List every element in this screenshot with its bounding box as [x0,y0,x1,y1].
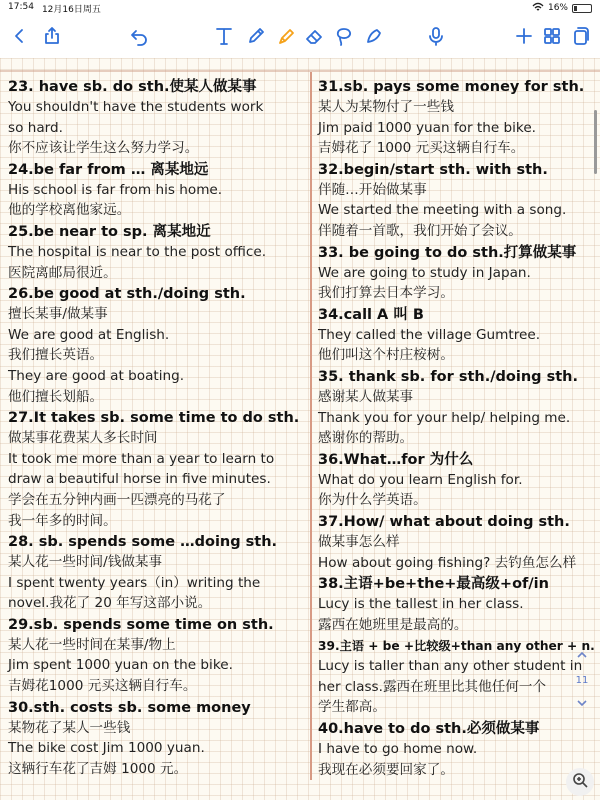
note-entry [318,635,600,718]
chevron-down-icon[interactable] [575,696,589,713]
undo-icon[interactable] [127,24,151,48]
note-entry [8,221,306,283]
status-bar [0,0,600,16]
entry-line: her class.露西在班里比其他任何一个 [318,678,547,695]
note-entry [8,159,306,221]
entry-heading-text: 27.It takes sb. some time to do sth. [8,410,300,427]
pages-icon[interactable] [568,24,592,48]
entry-line: What do you learn English for. [318,471,523,488]
note-entry [8,76,306,159]
note-entry [318,449,600,511]
entry-heading-text: 34.call A 叫 B [318,306,424,323]
entry-line: 擅长某事/做某事 [8,306,108,323]
entry-line: 感谢某人做某事 [318,388,414,405]
entry-line: 这辆行车花了吉姆 1000 元。 [8,760,188,777]
right-column [318,76,600,780]
entry-line: Lucy is taller than any other student in [318,658,583,675]
entry-line: You shouldn't have the students work [8,99,264,115]
entry-heading-text: 40.have to do sth.必须做某事 [318,721,540,738]
back-icon[interactable] [8,24,32,48]
entry-line: The hospital is near to the post office. [8,243,267,260]
entry-heading-text: 23. have sb. do sth.使某人做某事 [8,79,257,95]
note-entry [8,407,306,531]
entry-line: 某人为某物付了一些钱 [318,99,454,115]
note-entry [8,283,306,407]
entry-heading-text: 38.主语+be+the+最高级+of/in [318,576,549,593]
entry-line: 你不应该让学生这么努力学习。 [8,140,199,157]
entry-line: 学会在五分钟内画一匹漂亮的马花了 [8,491,226,508]
entry-line: 做某事花费某人多长时间 [8,430,158,447]
entry-heading [8,698,263,718]
entry-line: We are good at English. [8,326,170,343]
add-icon[interactable] [512,24,536,48]
entry-line: 我现在必须要回家了。 [318,761,454,778]
entry-line: We are going to study in Japan. [318,264,531,281]
entry-line: 我们擅长英语。 [8,347,104,364]
entry-line: 露西在她班里是最高的。 [318,616,468,633]
entry-line: 某人花一些时间在某事/物上 [8,636,176,653]
battery-percent: 16% [547,3,568,13]
entry-line: Thank you for your help/ helping me. [318,409,571,426]
entry-heading [318,636,600,656]
text-tool-icon[interactable] [212,24,236,48]
entry-heading [318,160,560,180]
entry-line: 伴随着一首歌，我们开始了会议。 [318,222,522,239]
entry-line: They called the village Gumtree. [318,326,541,343]
note-entry [318,76,600,159]
entry-line: 某物花了某人一些钱 [8,719,131,736]
page-top-border [0,70,600,72]
entry-line: I have to go home now. [318,741,478,758]
grid-icon[interactable] [540,24,564,48]
entry-heading [8,408,311,428]
status-date: 12月16日周五 [41,4,101,15]
zoom-button[interactable] [566,768,594,796]
note-entry [8,697,306,780]
entry-heading [8,160,220,180]
entry-line: 他们叫这个村庄桉树。 [318,347,454,364]
entry-line: 某人花一些时间/钱做某事 [8,554,163,571]
entry-line: novel.我花了 20 年写这部小说。 [8,595,212,612]
note-entry [318,718,600,780]
entry-heading [318,77,596,97]
entry-heading [318,719,551,739]
entry-line: It took me more than a year to learn to [8,450,275,467]
highlighter-tool-icon[interactable] [274,24,298,48]
entry-heading-text: 24.be far from … 离某地远 [8,161,209,178]
pen-tool-icon[interactable] [244,24,268,48]
entry-heading-text: 39.主语 + be +比较级+than any other + n. [318,639,595,654]
lasso-tool-icon[interactable] [332,24,356,48]
entry-line: Jim spent 1000 yuan on the bike. [8,657,233,674]
entry-line: 感谢你的帮助。 [318,430,414,447]
entry-heading [318,367,590,387]
entry-heading [8,284,258,304]
entry-line: The bike cost Jim 1000 yuan. [8,740,205,757]
entry-heading-text: 32.begin/start sth. with sth. [318,161,548,178]
entry-line: 他的学校离他家远。 [8,202,131,219]
entry-line: so hard. [8,119,63,136]
entry-heading-text: 25.be near to sp. 离某地近 [8,223,211,240]
entry-heading [318,574,561,594]
entry-heading [318,512,582,532]
battery-icon [572,4,592,13]
entry-line: 做某事怎么样 [318,533,400,550]
entry-heading-text: 30.sth. costs sb. some money [8,699,251,716]
note-entry [318,573,600,635]
entry-line: I spent twenty years（in）writing the [8,574,261,591]
entry-heading [8,222,223,242]
note-entry [8,531,306,614]
scrollbar[interactable] [594,110,597,174]
entry-heading-text: 26.be good at sth./doing sth. [8,286,246,303]
entry-line: draw a beautiful horse in five minutes. [8,471,271,488]
note-entry [318,159,600,242]
toolbar [0,16,600,56]
entry-line: Jim paid 1000 yuan for the bike. [318,119,536,136]
entry-heading [8,77,269,97]
entry-line: 吉姆花了 1000 元买这辆自行车。 [318,140,525,157]
entry-line: 他们擅长划船。 [8,388,104,405]
entry-line: 我一年多的时间。 [8,512,117,529]
entry-line: They are good at boating. [8,367,185,384]
status-time: 17:54 [8,1,34,12]
entry-heading-text: 35. thank sb. for sth./doing sth. [318,368,578,385]
page-number: 11 [575,675,589,686]
share-icon[interactable] [40,24,64,48]
eraser-tool-icon[interactable] [302,24,326,48]
entry-heading [8,532,289,552]
entry-heading [318,450,485,470]
entry-line: We started the meeting with a song. [318,202,567,219]
microphone-icon[interactable] [424,24,448,48]
entry-line: 你为什么学英语。 [318,492,427,509]
entry-heading-text: 31.sb. pays some money for sth. [318,79,585,95]
entry-heading-text: 36.What…for 为什么 [318,451,474,468]
entry-heading-text: 28. sb. spends some …doing sth. [8,534,278,551]
note-entry [318,511,600,573]
entry-line: Lucy is the tallest in her class. [318,596,524,613]
entry-line: How about going fishing? 去钓鱼怎么样 [318,554,577,571]
entry-heading [8,615,286,635]
note-entry [318,366,600,449]
entry-heading-text: 37.How/ what about doing sth. [318,513,570,530]
entry-line: 我们打算去日本学习。 [318,285,454,302]
page-navigator [570,648,594,744]
shapes-tool-icon[interactable] [362,24,386,48]
note-entry [318,242,600,304]
left-column [8,76,306,779]
entry-line: 医院离邮局很近。 [8,264,117,281]
note-entry [318,304,600,366]
entry-heading-text: 33. be going to do sth.打算做某事 [318,244,577,261]
wifi-icon [532,2,544,15]
entry-line: His school is far from his home. [8,181,223,198]
entry-heading [318,305,436,325]
entry-line: 吉姆花1000 元买这辆自行车。 [8,678,197,695]
zoom-icon [572,772,588,792]
entry-heading-text: 29.sb. spends some time on sth. [8,616,274,633]
note-entry [8,614,306,697]
entry-heading [318,243,588,263]
entry-line: 学生都高。 [318,699,386,716]
chevron-up-icon[interactable] [575,648,589,665]
entry-line: 伴随…开始做某事 [318,181,427,198]
